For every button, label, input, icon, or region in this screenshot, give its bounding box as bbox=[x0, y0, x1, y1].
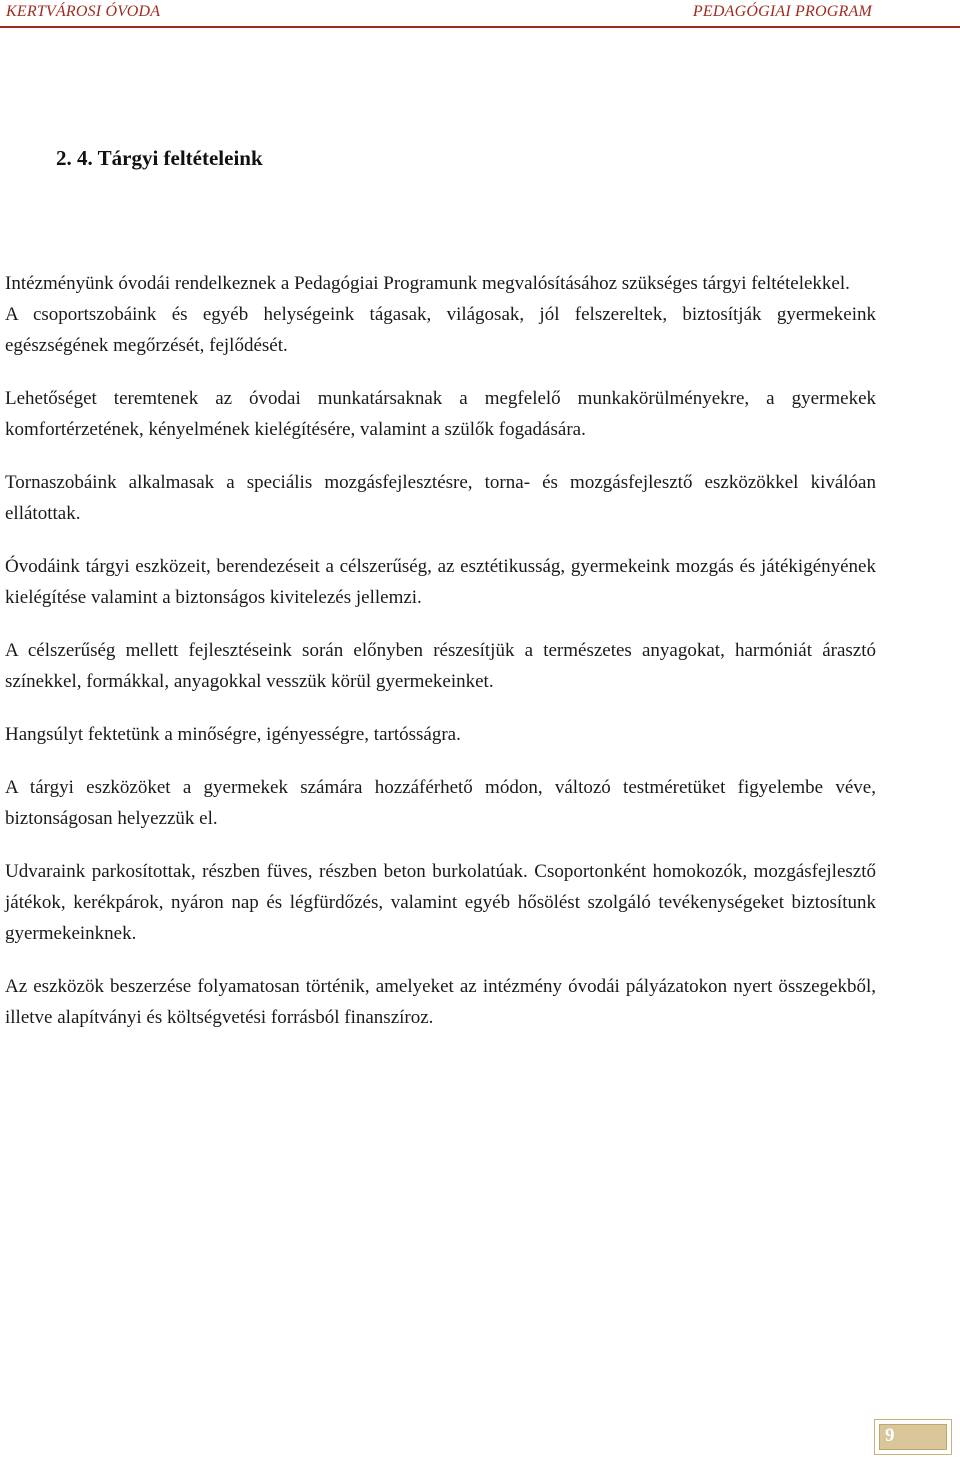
paragraph-4: Tornaszobáink alkalmasak a speciális mozgásfejlesztésre, torna- és mozgásfejlesztő eszközökkel kiválóan ellátottak. bbox=[5, 472, 876, 524]
header-institution-name: KERTVÁROSI ÓVODA bbox=[6, 3, 161, 20]
paragraph-2: A csoportszobáink és egyéb helységeink tágasak, világosak, jól felszereltek, biztosítják gyermekeink egészségének megőrzését, fejlődését. bbox=[5, 304, 876, 356]
paragraph-10: Az eszközök beszerzése folyamatosan történik, amelyeket az intézmény óvodái pályázatokon nyert összegekből, illetve alapítványi és költségvetési forrásból finanszíroz. bbox=[5, 976, 876, 1028]
page-number-badge bbox=[874, 1419, 952, 1455]
header-divider bbox=[0, 26, 960, 28]
section-heading: 2. 4. Tárgyi feltételeink bbox=[56, 146, 263, 170]
page-number: 9 bbox=[885, 1425, 895, 1446]
paragraph-9: Udvaraink parkosítottak, részben füves, részben beton burkolatúak. Csoportonként homokozók, mozgásfejlesztő játékok, kerékpárok, nyáron nap és légfürdőzés, valamint egyéb hősölést szolgáló tevékenységeket biztosítunk gyermekeinknek. bbox=[5, 861, 876, 944]
paragraph-1: Intézményünk óvodái rendelkeznek a Pedagógiai Programunk megvalósításához szükséges tárgyi feltételekkel. bbox=[5, 273, 850, 294]
page-header bbox=[0, 0, 960, 28]
paragraph-7: Hangsúlyt fektetünk a minőségre, igényességre, tartósságra. bbox=[5, 724, 461, 745]
paragraph-3: Lehetőséget teremtenek az óvodai munkatársaknak a megfelelő munkakörülményekre, a gyermekek komfortérzetének, kényelmének kielégítésére, valamint a szülők fogadására. bbox=[5, 388, 876, 440]
body-text bbox=[5, 268, 876, 1055]
paragraph-8: A tárgyi eszközöket a gyermekek számára hozzáférhető módon, változó testméretüket figyelembe véve, biztonságosan helyezzük el. bbox=[5, 777, 876, 829]
paragraph-5: Óvodáink tárgyi eszközeit, berendezéseit a célszerűség, az esztétikusság, gyermekeink mozgás és játékigényének kielégítése valamint a biztonságos kivitelezés jellemzi. bbox=[5, 556, 876, 608]
paragraph-6: A célszerűség mellett fejlesztéseink során előnyben részesítjük a természetes anyagokat, harmóniát árasztó színekkel, formákkal, anyagokkal vesszük körül gyermekeinket. bbox=[5, 640, 876, 692]
header-document-title: PEDAGÓGIAI PROGRAM bbox=[692, 3, 872, 20]
